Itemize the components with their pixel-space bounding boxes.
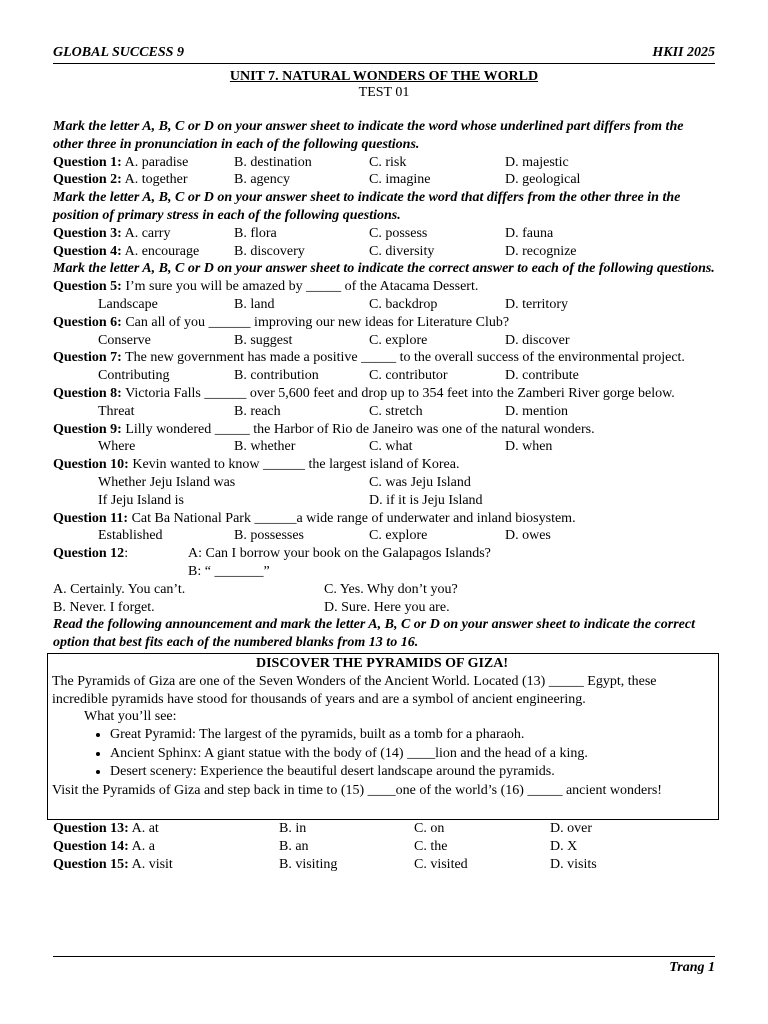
questions — [53, 118, 715, 874]
unit-title: UNIT 7. NATURAL WONDERS OF THE WORLD — [229, 69, 539, 84]
page-footer: Trang 1 — [53, 956, 715, 976]
question-8-options: Threat B. reach C. stretch D. mention — [98, 403, 568, 419]
question-3: Question 3: A. carry B. flora C. possess D. fauna — [53, 225, 554, 241]
passage-title: DISCOVER THE PYRAMIDS OF GIZA! — [255, 655, 509, 671]
question-11-options: Established B. possesses C. explore D. owes — [98, 528, 551, 544]
question-1: Question 1: A. paradise B. destination C. risk D. majestic — [53, 154, 569, 170]
instruction-pronunciation: Mark the letter A, B, C or D on your answer sheet to indicate the word whose underlined part differs from the other three in pronunciation in each of the following questions. — [53, 119, 684, 152]
question-13: Question 13: A. at B. in C. on D. over — [53, 821, 592, 837]
question-9-options: Where B. whether C. what D. when — [98, 439, 553, 455]
passage-bullet-list — [52, 726, 712, 782]
instruction-stress: Mark the letter A, B, C or D on your answer sheet to indicate the word that differs from the other three in the position of primary stress in each of the following questions. — [53, 190, 681, 223]
passage-paragraph-1: The Pyramids of Giza are one of the Seven Wonders of the Ancient World. Located (13) _____ Egypt, these incredible pyramids have stood for thousands of years and are a symbol of ancient engineering. — [52, 673, 657, 707]
page-header — [53, 44, 715, 64]
question-5-stem: Question 5: I’m sure you will be amazed by _____ of the Atacama Dessert. — [53, 279, 479, 295]
question-2: Question 2: A. together B. agency C. imagine D. geological — [53, 172, 581, 188]
passage-bullet: • Great Pyramid: The largest of the pyramids, built as a tomb for a pharaoh. — [110, 726, 712, 745]
worksheet-page — [53, 44, 715, 874]
question-12-options-row-2: B. Never. I forget. D. Sure. Here you are. — [53, 599, 450, 615]
question-14: Question 14: A. a B. an C. the D. X — [53, 839, 578, 855]
question-11-stem: Question 11: Cat Ba National Park ______a wide range of underwater and inland biosystem. — [53, 510, 576, 526]
question-10-options-row-1: Whether Jeju Island was C. was Jeju Island — [98, 474, 471, 490]
question-12-options-row-1: A. Certainly. You can’t. C. Yes. Why don’t you? — [53, 581, 458, 597]
passage-paragraph-2: Visit the Pyramids of Giza and step back in time to (15) ____one of the world’s (16) _____ ancient wonders! — [52, 782, 662, 798]
passage-bullet: • Ancient Sphinx: A giant statue with the body of (14) ____lion and the head of a king. — [110, 745, 712, 764]
question-15: Question 15: A. visit B. visiting C. visited D. visits — [53, 856, 597, 872]
question-7-stem: Question 7: The new government has made a positive _____ to the overall success of the environmental project. — [53, 350, 685, 366]
header-right: HKII 2025 — [652, 45, 715, 60]
question-6-options: Conserve B. suggest C. explore D. discover — [98, 332, 570, 348]
reading-passage-box — [47, 653, 719, 820]
passage-bullet: • Desert scenery: Experience the beautiful desert landscape around the pyramids. — [110, 763, 712, 782]
question-9-stem: Question 9: Lilly wondered _____ the Harbor of Rio de Janeiro was one of the natural wonders. — [53, 421, 595, 437]
question-8-stem: Question 8: Victoria Falls ______ over 5,600 feet and drop up to 354 feet into the Zamberi River gorge below. — [53, 385, 675, 401]
instruction-reading: Read the following announcement and mark the letter A, B, C or D on your answer sheet to indicate the correct option that best fits each of the numbered blanks from 13 to 16. — [53, 617, 695, 651]
header-left: GLOBAL SUCCESS 9 — [53, 45, 184, 60]
passage-see-heading: What you’ll see: — [84, 709, 177, 725]
question-4: Question 4: A. encourage B. discovery C. diversity D. recognize — [53, 243, 577, 259]
question-5-options: Landscape B. land C. backdrop D. territory — [98, 296, 568, 312]
question-7-options: Contributing B. contribution C. contributor D. contribute — [98, 368, 579, 384]
test-label: TEST 01 — [358, 85, 410, 100]
question-6-stem: Question 6: Can all of you ______ improving our new ideas for Literature Club? — [53, 314, 510, 330]
question-12-line-b: B: “ _______” — [188, 563, 270, 579]
question-12-line-a: Question 12: A: Can I borrow your book on the Galapagos Islands? — [53, 546, 491, 562]
instruction-correct: Mark the letter A, B, C or D on your answer sheet to indicate the correct answer to each of the following questions. — [53, 261, 715, 277]
question-10-options-row-2: If Jeju Island is D. if it is Jeju Island — [98, 492, 483, 508]
question-10-stem: Question 10: Kevin wanted to know ______ the largest island of Korea. — [53, 457, 460, 473]
